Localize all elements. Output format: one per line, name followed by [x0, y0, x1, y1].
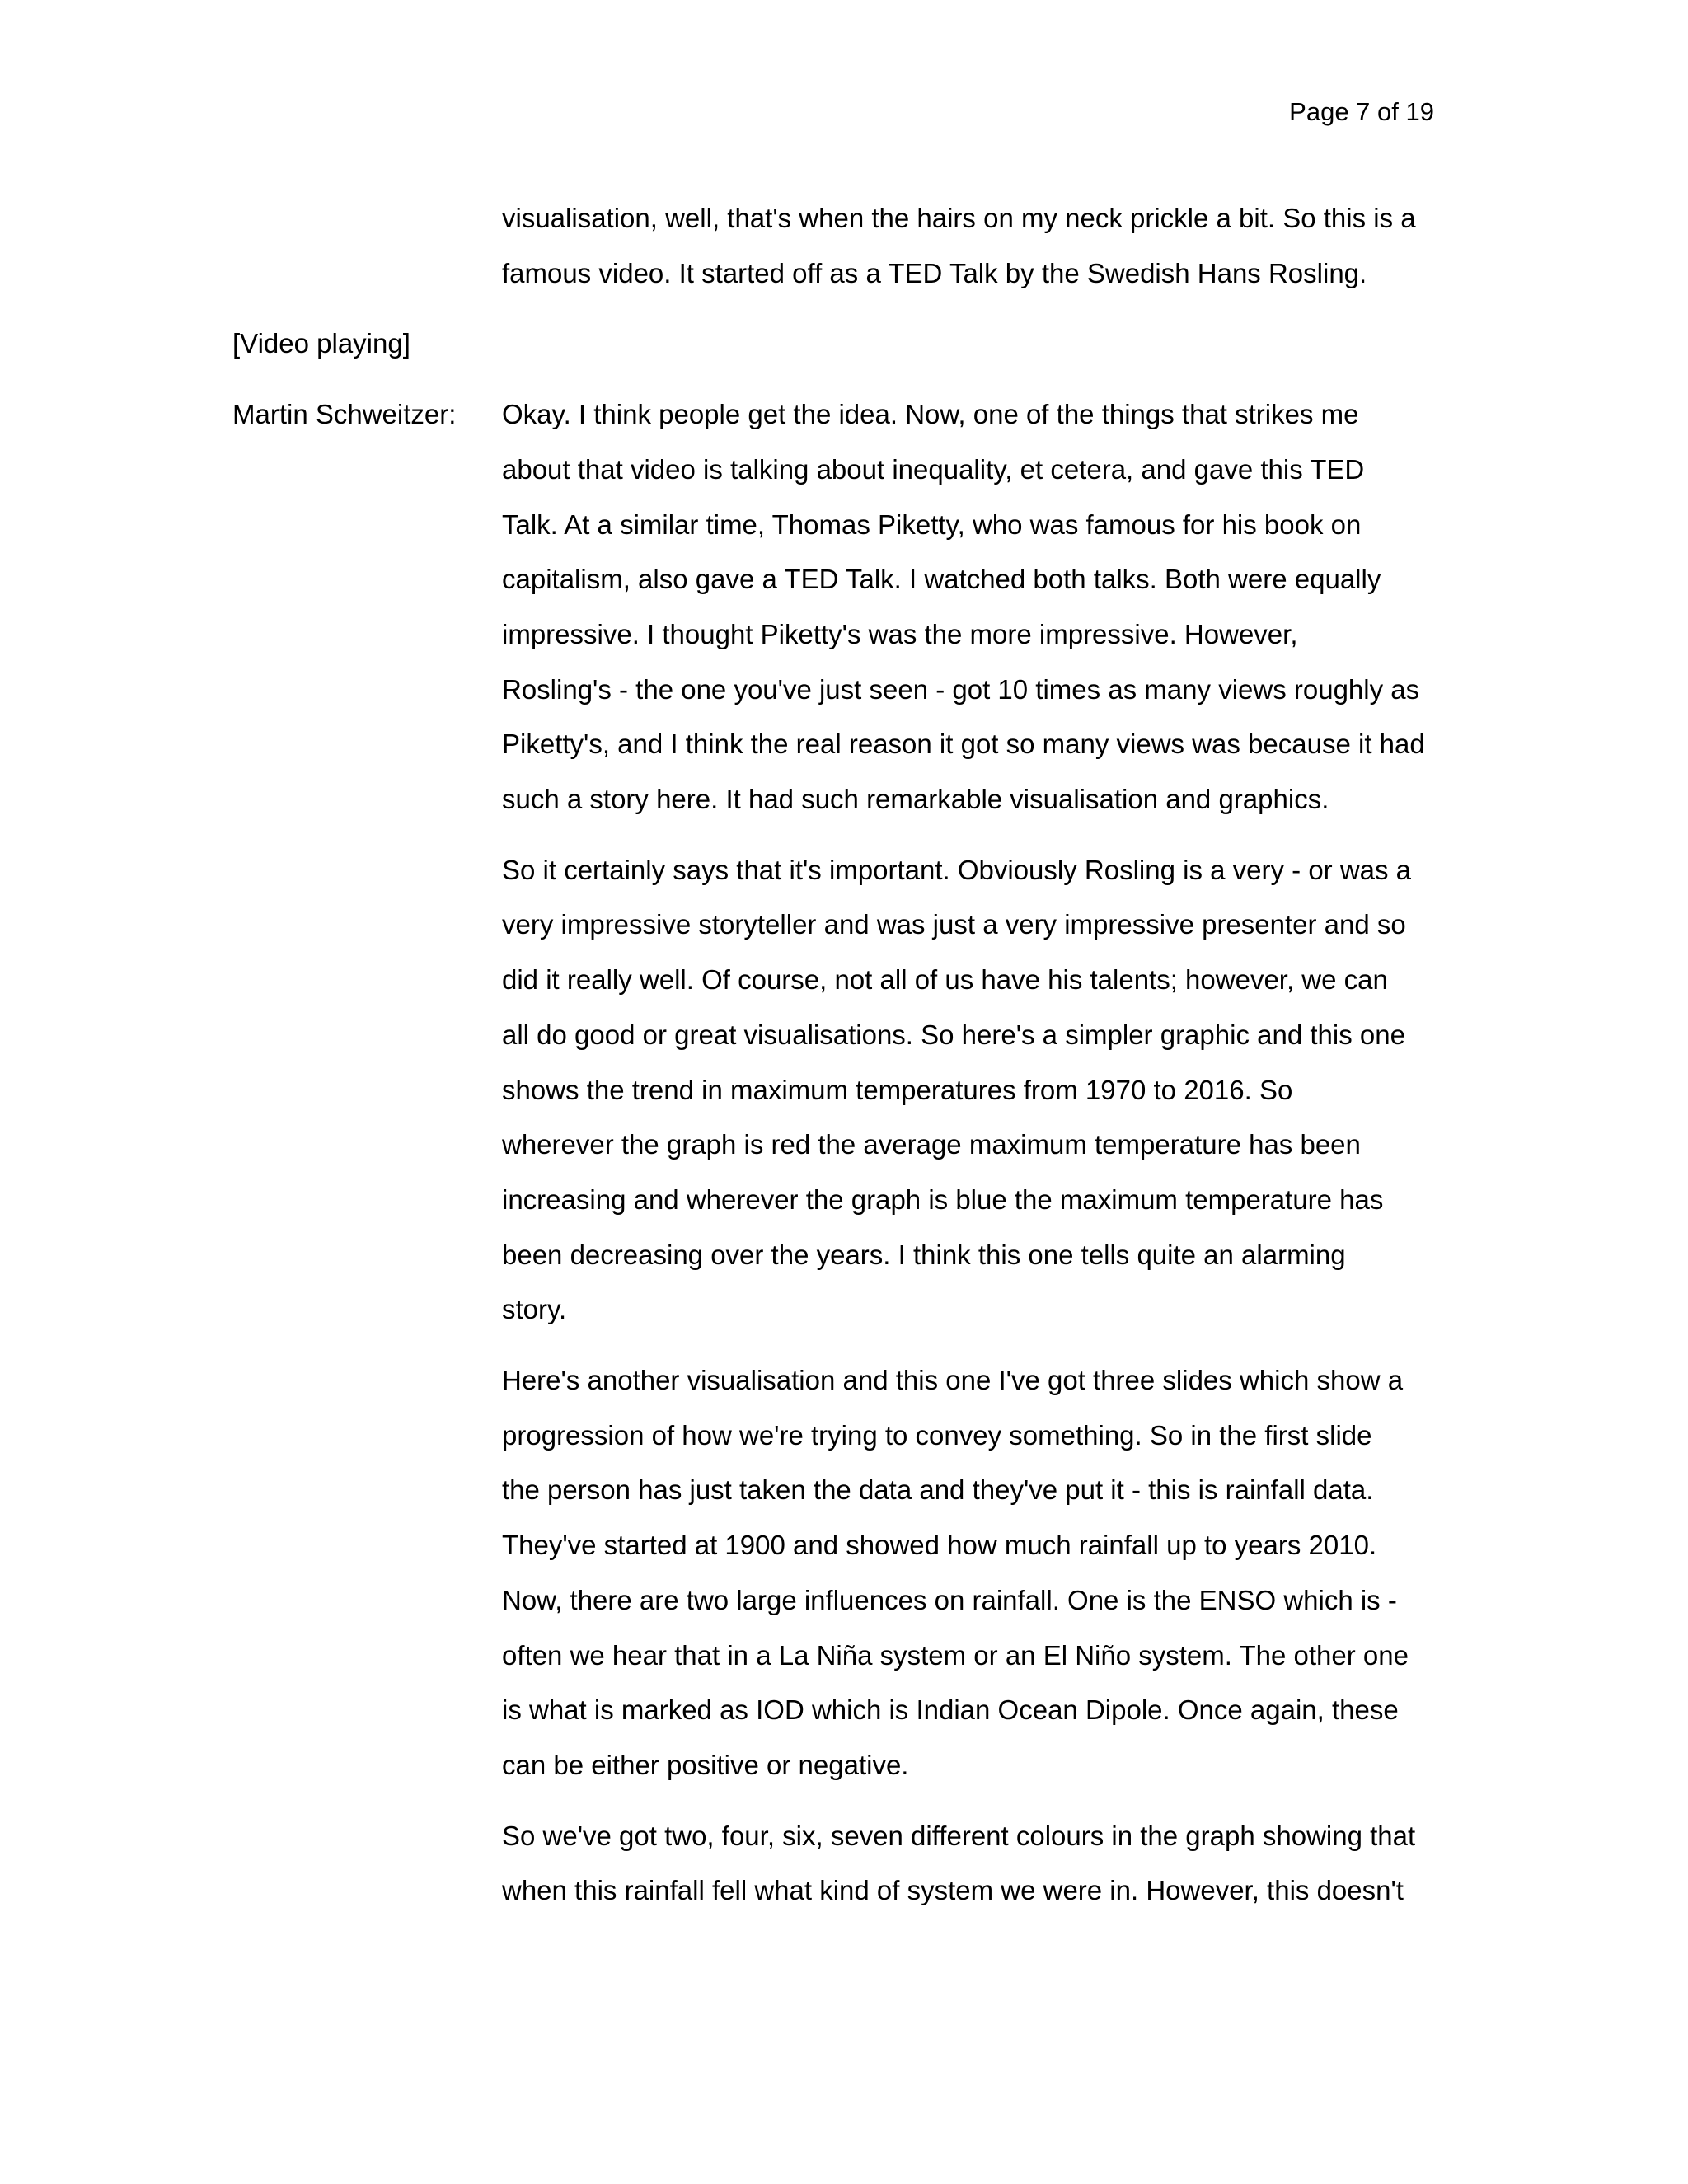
text-line: Now, there are two large influences on rainfall. One is the ENSO which is - — [502, 1584, 1397, 1615]
speaker-text — [502, 387, 1436, 1919]
text-line: Talk. At a similar time, Thomas Piketty, who was famous for his book on — [502, 509, 1362, 540]
text-line: about that video is talking about inequality, et cetera, and gave this TED — [502, 453, 1365, 485]
text-line: very impressive storyteller and was just a very impressive presenter and so — [502, 909, 1406, 940]
speaker-label: Martin Schweitzer: — [232, 399, 457, 430]
transcript — [232, 191, 1436, 1934]
paragraph — [502, 387, 1436, 827]
text-line: such a story here. It had such remarkable visualisation and graphics. — [502, 784, 1329, 815]
transcript-entry-martin-schweitzer — [232, 387, 1436, 1919]
text-line: Rosling's - the one you've just seen - got 10 times as many views roughly as — [502, 673, 1420, 705]
text-line: So it certainly says that it's important. Obviously Rosling is a very - or was a — [502, 854, 1412, 885]
paragraph — [502, 1809, 1436, 1919]
text-line: They've started at 1900 and showed how much rainfall up to years 2010. — [502, 1530, 1377, 1561]
text-line: increasing and wherever the graph is blue the maximum temperature has — [502, 1183, 1384, 1215]
text-line: Okay. I think people get the idea. Now, one of the things that strikes me — [502, 399, 1359, 430]
text-line: been decreasing over the years. I think this one tells quite an alarming — [502, 1239, 1346, 1270]
text-line: impressive. I thought Piketty's was the more impressive. However, — [502, 618, 1298, 649]
transcript-entry-continuation — [232, 191, 1436, 301]
text-line: when this rainfall fell what kind of system we were in. However, this doesn't — [502, 1875, 1404, 1906]
text-line: shows the trend in maximum temperatures from 1970 to 2016. So — [502, 1074, 1293, 1105]
text-line: can be either positive or negative. — [502, 1749, 909, 1780]
text-line: wherever the graph is red the average maximum temperature has been — [502, 1129, 1361, 1160]
stage-note: [Video playing] — [232, 328, 410, 359]
paragraph — [502, 1353, 1436, 1793]
text-line: Here's another visualisation and this one I've got three slides which show a — [502, 1365, 1404, 1396]
text-line: visualisation, well, that's when the hairs on my neck prickle a bit. So this is a — [502, 203, 1416, 233]
text-line: So we've got two, four, six, seven different colours in the graph showing that — [502, 1820, 1416, 1851]
speaker-text — [502, 191, 1436, 301]
text-line: famous video. It started off as a TED Talk by the Swedish Hans Rosling. — [502, 257, 1367, 288]
text-line: is what is marked as IOD which is Indian Ocean Dipole. Once again, these — [502, 1694, 1399, 1726]
text-line: capitalism, also gave a TED Talk. I watched both talks. Both were equally — [502, 564, 1381, 595]
text-line: did it really well. Of course, not all of us have his talents; however, we can — [502, 964, 1388, 996]
page-number: Page 7 of 19 — [1289, 97, 1434, 126]
text-line: often we hear that in a La Niña system or an El Niño system. The other one — [502, 1639, 1409, 1671]
paragraph — [502, 843, 1436, 1338]
text-line: the person has just taken the data and they've put it - this is rainfall data. — [502, 1474, 1374, 1506]
paragraph — [502, 191, 1436, 301]
text-line: progression of how we're trying to convey something. So in the first slide — [502, 1419, 1372, 1451]
text-line: story. — [502, 1294, 567, 1325]
text-line: all do good or great visualisations. So here's a simpler graphic and this one — [502, 1019, 1405, 1050]
text-line: Piketty's, and I think the real reason it got so many views was because it had — [502, 729, 1425, 760]
